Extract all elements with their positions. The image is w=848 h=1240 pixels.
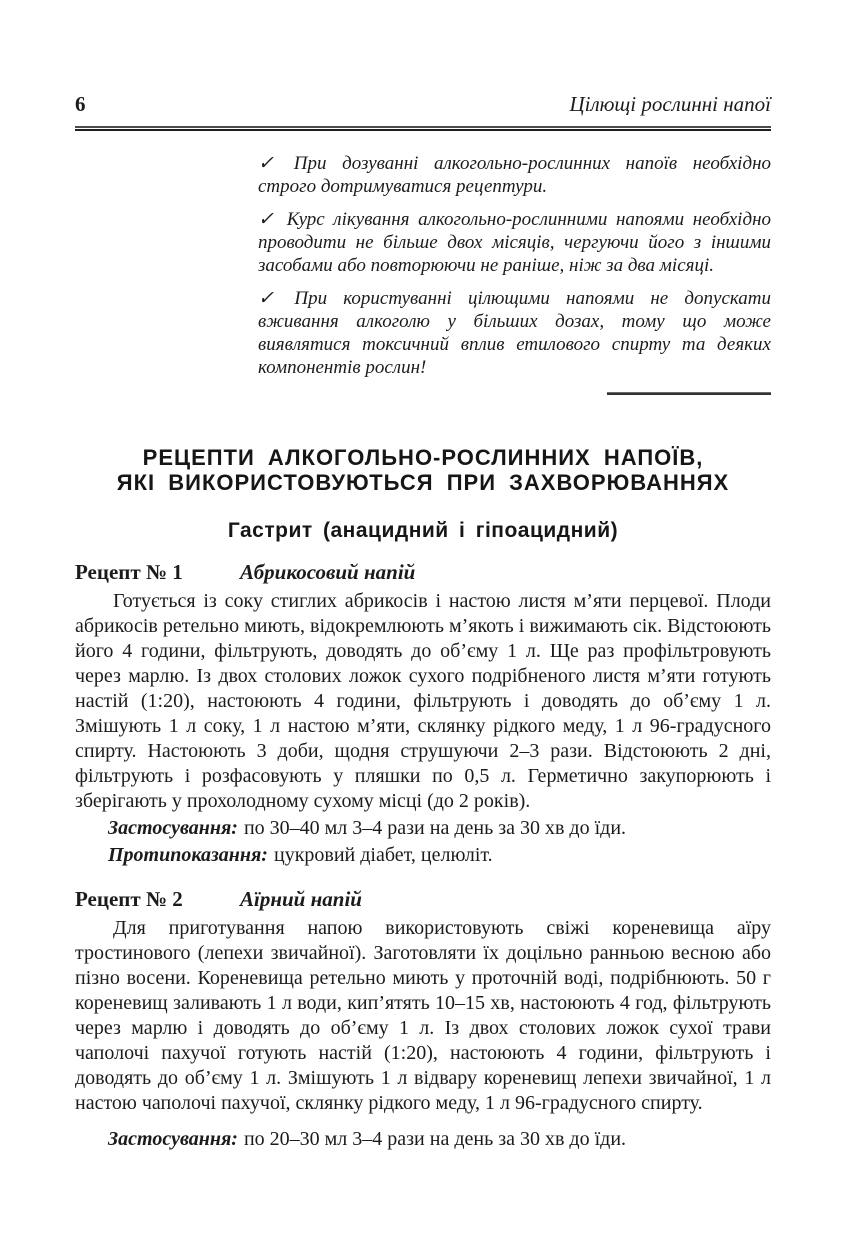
recipe-header	[75, 559, 771, 585]
usage-text: по 30–40 мл 3–4 рази на день за 30 хв до їди.	[243, 817, 627, 840]
check-icon: ✓	[258, 288, 286, 310]
page-number: 6	[75, 92, 86, 116]
section-title-line1: РЕЦЕПТИ АЛКОГОЛЬНО-РОСЛИННИХ НАПОЇВ,	[142, 445, 704, 471]
contraindication-label: Протипоказання:	[108, 844, 268, 867]
recipe-body: Для приготування напою використовують свіжі кореневища аїру тростинового (лепехи звичайної). Заготовляти їх доцільно ранньою весною або пізно восени. Кореневища ретельно миють у проточній воді, подрібнюють. 50 г кореневищ заливають 1 л води, кип’ятять 10–15 хв, настоюють 4 год, фільтрують через марлю і доводять до об’єму 1 л. Із двох столових ложок сухої трави чаполочі пахучої готують настій (1:20), настоюють 4 години, фільтрують і доводять до об’єму 1 л. Змішують 1 л відвару кореневищ лепехи звичайної, 1 л настою чаполочі пахучої, склянку рідкого меду, 1 л 96-градусного спирту.	[75, 917, 771, 1115]
note-text: Курс лікування алкогольно-рослинними напоями необхідно проводити не більше двох місяців, чергуючи його з іншими засобами або повторюючи не раніше, ніж за два місяці.	[258, 209, 771, 277]
subsection-title: Гастрит (анацидний і гіпоацидний)	[227, 519, 619, 543]
check-icon: ✓	[258, 153, 285, 175]
note-item	[258, 152, 771, 198]
header-rule	[75, 126, 771, 131]
usage-label: Застосування:	[108, 1128, 238, 1151]
section-title	[75, 445, 771, 495]
usage-line	[75, 816, 771, 841]
usage-label: Застосування:	[108, 817, 238, 840]
recipe-1	[75, 559, 771, 868]
contraindication-line	[75, 843, 771, 868]
notes-section	[258, 152, 771, 379]
recipe-name: Абрикосовий напій	[240, 560, 416, 585]
usage-line	[75, 1127, 771, 1152]
separator-rule	[607, 392, 771, 395]
recipe-label: Рецепт № 1	[75, 560, 183, 585]
note-text: При дозуванні алкогольно-рослинних напоїв необхідно строго дотримуватися рецептури.	[258, 153, 771, 198]
recipe-header	[75, 886, 771, 912]
note-item	[258, 287, 771, 379]
recipe-2	[75, 886, 771, 1152]
check-icon: ✓	[258, 209, 278, 231]
contraindication-text: цукровий діабет, целюліт.	[273, 844, 493, 867]
section-title-line2: ЯКІ ВИКОРИСТОВУЮТЬСЯ ПРИ ЗАХВОРЮВАННЯХ	[116, 470, 730, 496]
recipe-label: Рецепт № 2	[75, 887, 183, 912]
note-item	[258, 208, 771, 277]
recipe-name: Аїрний напій	[240, 887, 362, 912]
usage-text: по 20–30 мл 3–4 рази на день за 30 хв до їди.	[243, 1128, 627, 1151]
page-header	[75, 93, 771, 116]
running-head: Цілющі рослинні напої	[569, 92, 771, 116]
note-text: При користуванні цілющими напоями не допускати вживання алкоголю у більших дозах, тому що може виявлятися токсичний вплив етилового спирту та деяких компонентів рослин!	[258, 288, 772, 379]
recipe-body: Готується із соку стиглих абрикосів і настою листя м’яти перцевої. Плоди абрикосів ретельно миють, відокремлюють м’якоть і вижимають сік. Відстоюють його 4 години, фільтрують, доводять до об’єму 1 л. Ще раз профільтровують через марлю. Із двох столових ложок сухого подрібненого листя м’яти готують настій (1:20), настоюють 4 години, фільтрують і доводять до об’єму 1 л. Змішують 1 л соку, 1 л настою м’яти, склянку рідкого меду, 1 л 96-градусного спирту. Настоюють 3 доби, щодня струшуючи 2–3 рази. Відстоюють 2 дні, фільтрують і розфасовують у пляшки по 0,5 л. Герметично закупорюють і зберігають у прохолодному сухому місці (до 2 років).	[75, 590, 771, 813]
